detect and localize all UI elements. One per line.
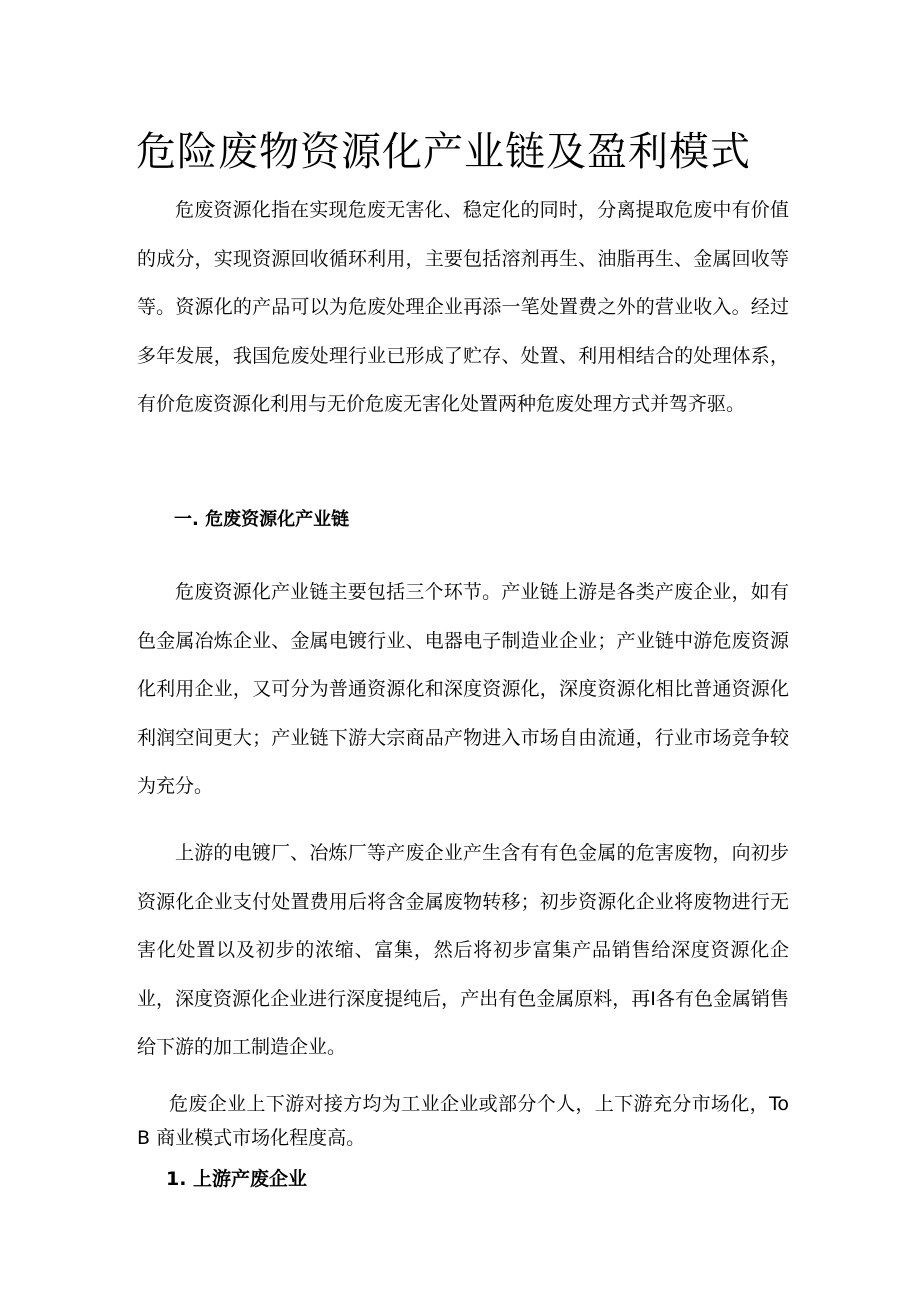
chain-paragraph: 危废资源化产业链主要包括三个环节。产业链上游是各类产废企业，如有色金属冶炼企业、金属电镀行业、电器电子制造业企业；产业链中游危废资源化利用企业，又可分为普通资源化和深度资源化，深度资源化相比普通资源化利润空间更大；产业链下游大宗商品产物进入市场自由流通，行业市场竞争较为充分。 [137, 581, 789, 798]
intro-paragraph: 危废资源化指在实现危废无害化、稳定化的同时，分离提取危废中有价值的成分，实现资源回收循环利用，主要包括溶剂再生、油脂再生、金属回收等等。资源化的产品可以为危废处理企业再添一笔处置费之外的营业收入。经过多年发展，我国危废处理行业已形成了贮存、处置、利用相结合的处理体系，有价危废资源化利用与无价危废无害化处置两种危废处理方式并驾齐驱。 [137, 199, 789, 416]
document-title: 危险废物资源化产业链及盈利模式 [136, 129, 751, 175]
section-heading: 一. 危废资源化产业链 [174, 509, 350, 530]
flow-paragraph: 上游的电镀厂、冶炼厂等产废企业产生含有有色金属的危害废物，向初步资源化企业支付处置费用后将含金属废物转移；初步资源化企业将废物进行无害化处置以及初步的浓缩、富集，然后将初步富集产品销售给深度资源化企业，深度资源化企业进行深度提纯后，产出有色金属原料，再I各有色金属销售给下游的加工制造企业。 [137, 842, 789, 1059]
subsection-heading: 1. 上游产废企业 [166, 1168, 308, 1190]
docking-paragraph: 危废企业上下游对接方均为工业企业或部分个人，上下游充分市场化，ToB 商业模式市场化程度高。 [137, 1093, 789, 1149]
